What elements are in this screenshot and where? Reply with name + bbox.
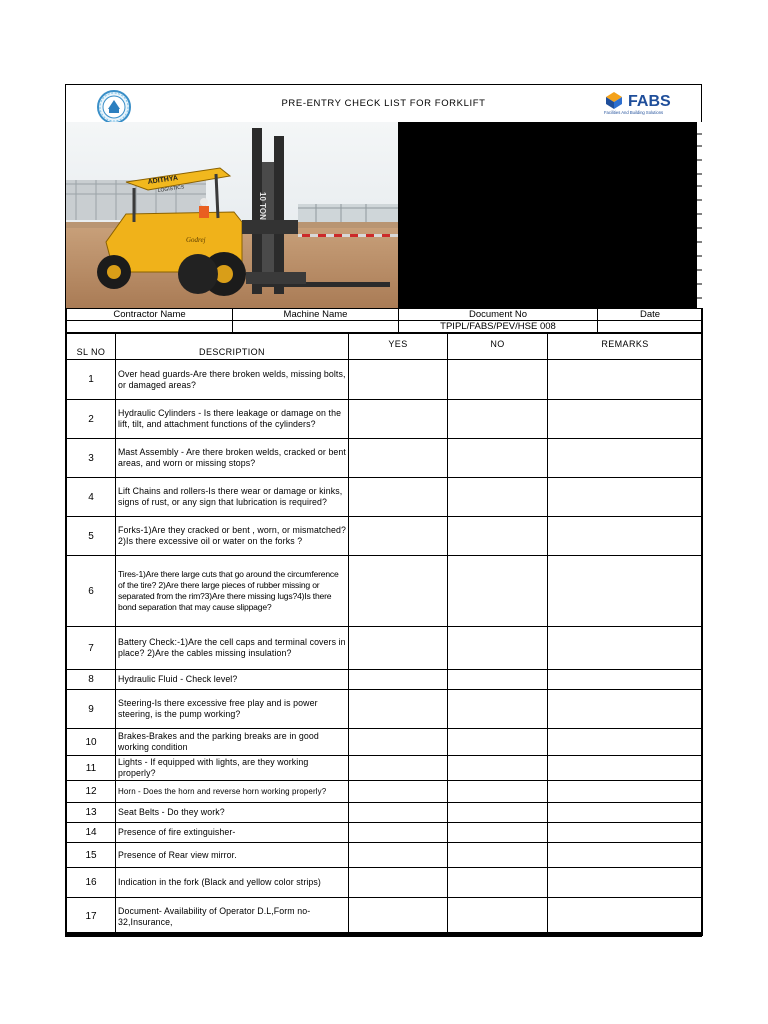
row-description: Presence of fire extinguisher-	[116, 823, 349, 843]
no-cell[interactable]	[448, 756, 548, 781]
row-sl-number: 17	[67, 898, 116, 936]
col-header-yes: YES	[349, 334, 448, 360]
no-cell[interactable]	[448, 781, 548, 803]
row-sl-number: 12	[67, 781, 116, 803]
forklift-brand-text: ADITHYA	[147, 174, 179, 186]
remarks-cell[interactable]	[548, 756, 703, 781]
row-sl-number: 8	[67, 670, 116, 690]
yes-cell[interactable]	[349, 781, 448, 803]
yes-cell[interactable]	[349, 360, 448, 400]
table-row	[67, 843, 703, 868]
no-cell[interactable]	[448, 803, 548, 823]
remarks-cell[interactable]	[548, 360, 703, 400]
row-description: Forks-1)Are they cracked or bent , worn, or mismatched? 2)Is there excessive oil or water on the forks ?	[116, 517, 349, 556]
row-sl-number: 4	[67, 478, 116, 517]
table-row	[67, 803, 703, 823]
row-sl-number: 13	[67, 803, 116, 823]
table-row	[67, 729, 703, 756]
col-header-no: NO	[448, 334, 548, 360]
fabs-tagline: Facilities And Building Solutions	[604, 110, 664, 115]
remarks-cell[interactable]	[548, 781, 703, 803]
row-description: Lights - If equipped with lights, are they working properly?	[116, 756, 349, 781]
table-row	[67, 556, 703, 627]
no-cell[interactable]	[448, 843, 548, 868]
fabs-logo	[604, 89, 694, 115]
row-description: Brakes-Brakes and the parking breaks are in good working condition	[116, 729, 349, 756]
yes-cell[interactable]	[349, 823, 448, 843]
yes-cell[interactable]	[349, 756, 448, 781]
table-row	[67, 627, 703, 670]
no-cell[interactable]	[448, 517, 548, 556]
info-table	[66, 308, 703, 333]
remarks-cell[interactable]	[548, 517, 703, 556]
yes-cell[interactable]	[349, 439, 448, 478]
row-description: Lift Chains and rollers-Is there wear or damage or kinks, signs of rust, or any sign that lubrication is required?	[116, 478, 349, 517]
row-sl-number: 3	[67, 439, 116, 478]
machine-name-field[interactable]	[233, 321, 399, 333]
table-row	[67, 868, 703, 898]
table-row	[67, 360, 703, 400]
remarks-cell[interactable]	[548, 843, 703, 868]
yes-cell[interactable]	[349, 690, 448, 729]
right-edge-grid	[697, 122, 702, 309]
remarks-cell[interactable]	[548, 439, 703, 478]
date-field[interactable]	[598, 321, 703, 333]
row-sl-number: 16	[67, 868, 116, 898]
row-sl-number: 5	[67, 517, 116, 556]
no-cell[interactable]	[448, 690, 548, 729]
forklift-capacity-text: 10 TON	[258, 192, 267, 220]
redacted-info-panel	[398, 122, 697, 309]
remarks-cell[interactable]	[548, 670, 703, 690]
yes-cell[interactable]	[349, 517, 448, 556]
fabs-brand-text: FABS	[628, 93, 671, 110]
date-label: Date	[598, 309, 703, 321]
forklift-photo	[66, 122, 398, 309]
row-description: Horn - Does the horn and reverse horn working properly?	[116, 781, 349, 803]
page-title: PRE-ENTRY CHECK LIST FOR FORKLIFT	[281, 98, 486, 109]
col-header-remarks: REMARKS	[548, 334, 703, 360]
table-row	[67, 478, 703, 517]
row-description: Mast Assembly - Are there broken welds, cracked or bent areas, and worn or missing stops?	[116, 439, 349, 478]
yes-cell[interactable]	[349, 898, 448, 936]
contractor-name-label: Contractor Name	[67, 309, 233, 321]
no-cell[interactable]	[448, 400, 548, 439]
no-cell[interactable]	[448, 823, 548, 843]
yes-cell[interactable]	[349, 478, 448, 517]
yes-cell[interactable]	[349, 670, 448, 690]
table-row	[67, 670, 703, 690]
row-sl-number: 6	[67, 556, 116, 627]
row-sl-number: 15	[67, 843, 116, 868]
row-description: Steering-Is there excessive free play and is power steering, is the pump working?	[116, 690, 349, 729]
document-no-value: TPIPL/FABS/PEV/HSE 008	[399, 321, 598, 333]
document-no-label: Document No	[399, 309, 598, 321]
forklift-sub-text: LOGISTICS	[157, 184, 185, 194]
col-header-sl-no: SL NO	[67, 334, 116, 360]
forklift-side-mark: Godrej	[186, 236, 206, 244]
remarks-cell[interactable]	[548, 627, 703, 670]
table-row	[67, 517, 703, 556]
machine-name-label: Machine Name	[233, 309, 399, 321]
row-description: Seat Belts - Do they work?	[116, 803, 349, 823]
no-cell[interactable]	[448, 868, 548, 898]
row-sl-number: 7	[67, 627, 116, 670]
remarks-cell[interactable]	[548, 556, 703, 627]
row-description: Tires-1)Are there large cuts that go around the circumference of the tire? 2)Are there large pieces of rubber missing or separated from the rim?3)Are there missing lugs?4)Is there bond separation that may cause slippage?	[116, 556, 349, 627]
no-cell[interactable]	[448, 478, 548, 517]
table-row	[67, 439, 703, 478]
info-label-row	[67, 309, 703, 321]
table-row	[67, 756, 703, 781]
row-sl-number: 10	[67, 729, 116, 756]
table-row	[67, 400, 703, 439]
yes-cell[interactable]	[349, 868, 448, 898]
no-cell[interactable]	[448, 898, 548, 936]
yes-cell[interactable]	[349, 556, 448, 627]
row-sl-number: 1	[67, 360, 116, 400]
remarks-cell[interactable]	[548, 478, 703, 517]
yes-cell[interactable]	[349, 729, 448, 756]
row-description: Presence of Rear view mirror.	[116, 843, 349, 868]
row-sl-number: 9	[67, 690, 116, 729]
checklist-sheet	[65, 84, 702, 937]
yes-cell[interactable]	[349, 803, 448, 823]
info-value-row	[67, 321, 703, 333]
row-sl-number: 11	[67, 756, 116, 781]
row-description: Over head guards-Are there broken welds, missing bolts, or damaged areas?	[116, 360, 349, 400]
no-cell[interactable]	[448, 729, 548, 756]
table-row	[67, 781, 703, 803]
remarks-cell[interactable]	[548, 690, 703, 729]
bottom-border-bar	[66, 932, 702, 936]
table-row	[67, 898, 703, 936]
remarks-cell[interactable]	[548, 823, 703, 843]
remarks-cell[interactable]	[548, 400, 703, 439]
contractor-name-field[interactable]	[67, 321, 233, 333]
no-cell[interactable]	[448, 439, 548, 478]
remarks-cell[interactable]	[548, 803, 703, 823]
yes-cell[interactable]	[349, 843, 448, 868]
yes-cell[interactable]	[349, 627, 448, 670]
table-row	[67, 823, 703, 843]
no-cell[interactable]	[448, 556, 548, 627]
no-cell[interactable]	[448, 670, 548, 690]
row-sl-number: 2	[67, 400, 116, 439]
table-header-row	[67, 334, 703, 360]
remarks-cell[interactable]	[548, 729, 703, 756]
row-description: Document- Availability of Operator D.L,Form no-32,Insurance,	[116, 898, 349, 936]
no-cell[interactable]	[448, 360, 548, 400]
table-row	[67, 690, 703, 729]
row-description: Hydraulic Cylinders - Is there leakage or damage on the lift, tilt, and attachment functions of the cylinders?	[116, 400, 349, 439]
no-cell[interactable]	[448, 627, 548, 670]
row-description: Indication in the fork (Black and yellow color strips)	[116, 868, 349, 898]
row-sl-number: 14	[67, 823, 116, 843]
remarks-cell[interactable]	[548, 868, 703, 898]
row-description: Battery Check:-1)Are the cell caps and terminal covers in place? 2)Are the cables missing insulation?	[116, 627, 349, 670]
checklist-table	[66, 333, 703, 936]
yes-cell[interactable]	[349, 400, 448, 439]
col-header-description: DESCRIPTION	[116, 334, 349, 360]
row-description: Hydraulic Fluid - Check level?	[116, 670, 349, 690]
remarks-cell[interactable]	[548, 898, 703, 936]
fabs-mark-icon	[606, 92, 622, 109]
